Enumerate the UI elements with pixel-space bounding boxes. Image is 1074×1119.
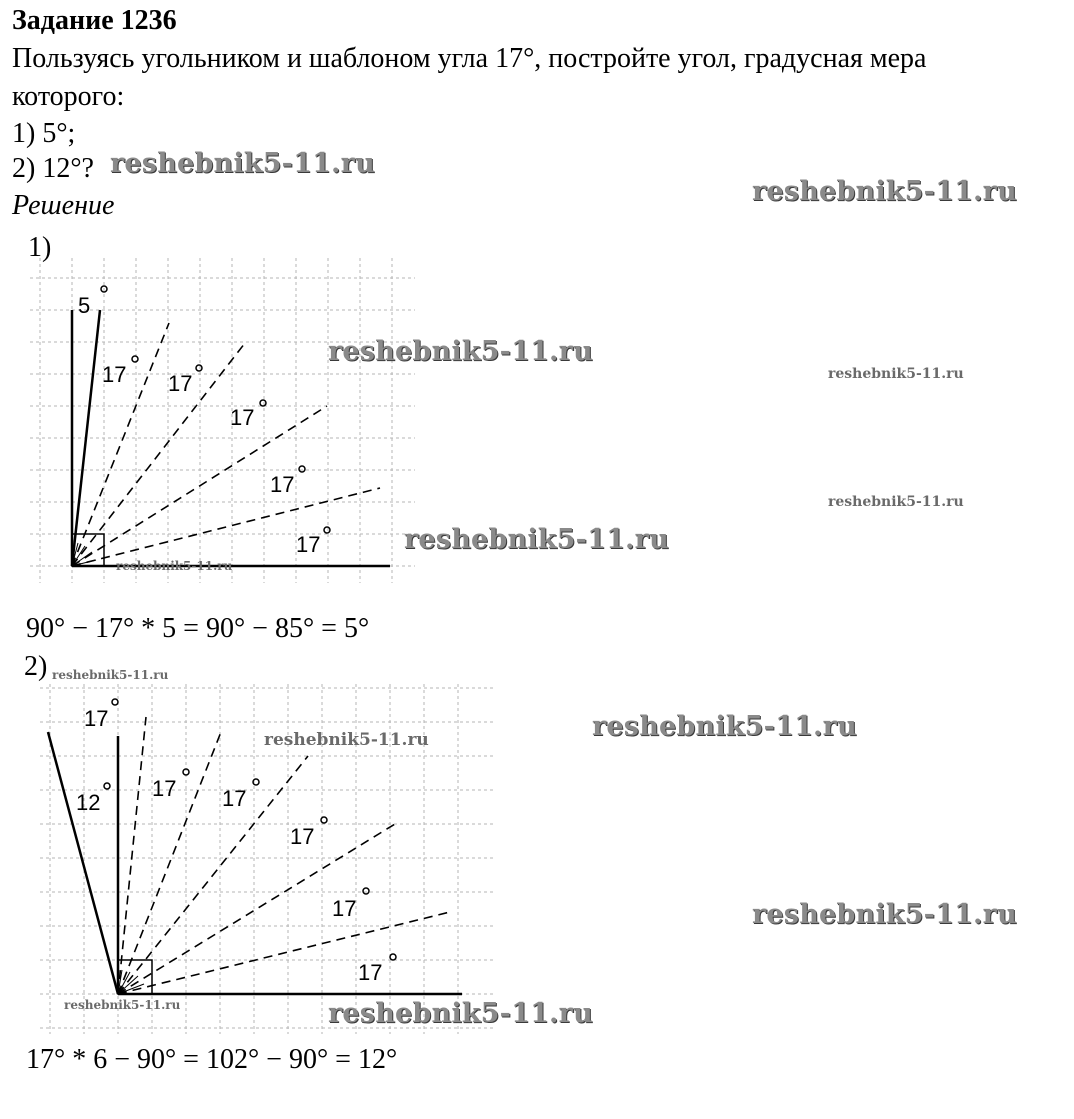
- angle-label: 17: [332, 896, 357, 921]
- angle-rays: [118, 717, 450, 994]
- construction-diagram-2: [10, 684, 510, 1044]
- watermark: reshebnik5-11.ru: [404, 524, 669, 555]
- task-item-2: 2) 12°?: [12, 153, 94, 184]
- watermark: reshebnik5-11.ru: [752, 176, 1017, 207]
- part2-formula: 17° * 6 − 90° = 102° − 90° = 12°: [26, 1044, 398, 1075]
- angle-label: 17: [296, 532, 321, 557]
- task-item-1: 1) 5°;: [12, 118, 76, 149]
- angle-label: 17: [222, 786, 247, 811]
- angle-label: 17: [168, 371, 193, 396]
- watermark: reshebnik5-11.ru: [328, 336, 593, 367]
- task-statement-line2: которого:: [12, 81, 125, 112]
- part1-formula: 90° − 17° * 5 = 90° − 85° = 5°: [26, 613, 370, 644]
- angle-label: 17: [230, 405, 255, 430]
- angle-label: 17: [358, 960, 383, 985]
- degree-mark: [390, 954, 396, 960]
- watermark: reshebnik5-11.ru: [52, 668, 169, 682]
- degree-mark: [363, 888, 369, 894]
- angle-label: 5: [78, 293, 91, 318]
- angle-label: 17: [152, 776, 177, 801]
- part1-label: 1): [28, 232, 52, 263]
- watermark: reshebnik5-11.ru: [110, 148, 375, 179]
- watermark: reshebnik5-11.ru: [592, 711, 857, 742]
- angle-label: 17: [84, 706, 109, 731]
- degree-mark: [132, 356, 138, 362]
- angle-label: 17: [290, 824, 315, 849]
- part2-label: 2): [24, 651, 48, 682]
- watermark: reshebnik5-11.ru: [828, 494, 964, 510]
- watermark: reshebnik5-11.ru: [116, 559, 233, 573]
- degree-mark: [196, 365, 202, 371]
- construction-diagram-1: [30, 258, 430, 588]
- watermark: reshebnik5-11.ru: [828, 366, 964, 382]
- vertex-fan: [118, 970, 144, 994]
- watermark: reshebnik5-11.ru: [328, 998, 593, 1029]
- degree-mark: [321, 817, 327, 823]
- angle-label: 12: [76, 790, 101, 815]
- angle-label: 17: [270, 472, 295, 497]
- watermark: reshebnik5-11.ru: [64, 998, 181, 1012]
- solution-heading: Решение: [12, 190, 115, 221]
- degree-mark: [112, 699, 118, 705]
- result-ray-12deg: [48, 732, 118, 994]
- watermark: reshebnik5-11.ru: [752, 899, 1017, 930]
- task-statement-line1: Пользуясь угольником и шаблоном угла 17°, постройте угол, градусная мера: [12, 43, 927, 74]
- degree-mark: [324, 527, 330, 533]
- angle-label: 17: [102, 362, 127, 387]
- task-title: Задание 1236: [12, 5, 177, 36]
- result-ray-5deg: [72, 310, 100, 566]
- degree-mark: [104, 783, 110, 789]
- watermark: reshebnik5-11.ru: [264, 730, 429, 750]
- degree-mark: [260, 400, 266, 406]
- degree-mark: [299, 466, 305, 472]
